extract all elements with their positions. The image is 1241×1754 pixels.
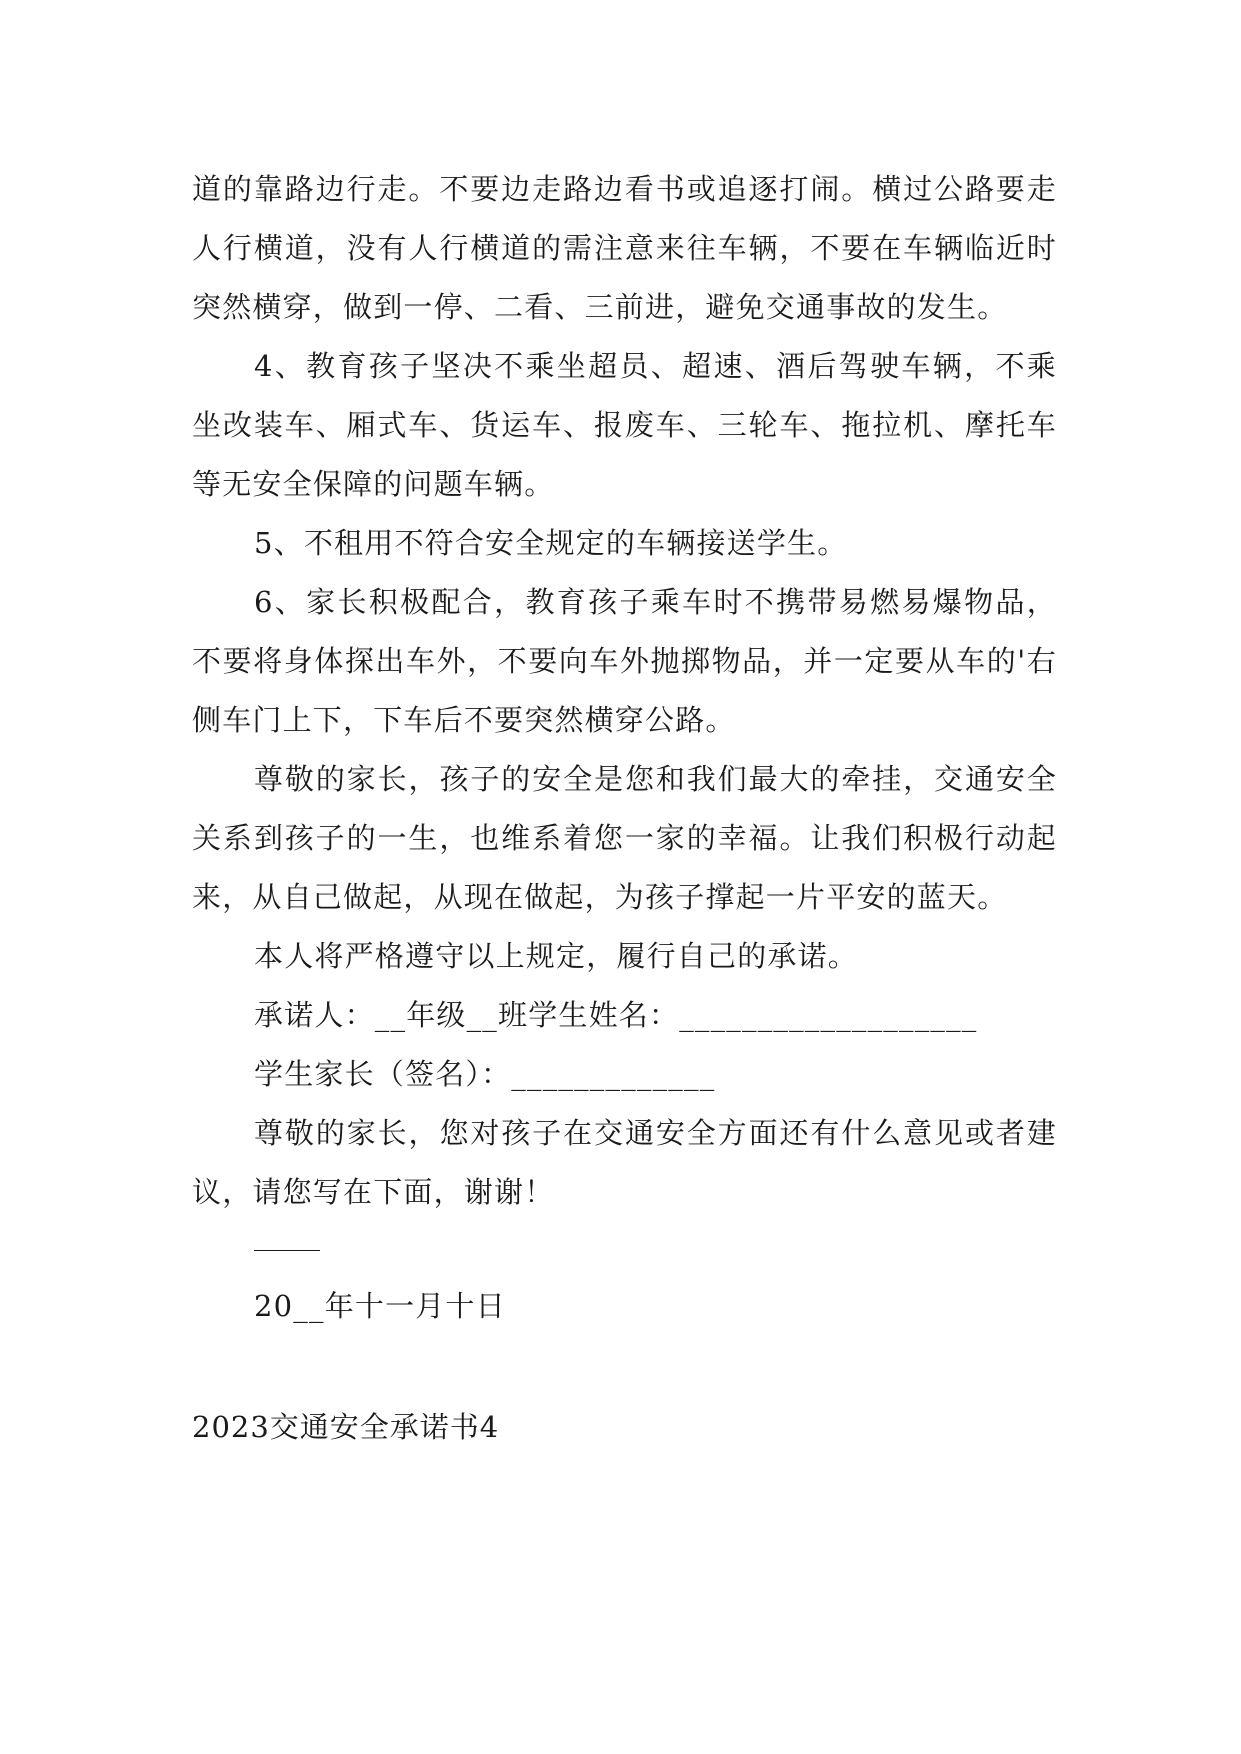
paragraph-road-safety: 道的靠路边行走。不要边走路边看书或追逐打闹。横过公路要走人行横道，没有人行横道的需注意来往车辆，不要在车辆临近时突然横穿，做到一停、二看、三前进，避免交通事故的发生。 (192, 172, 1057, 324)
section-gap (192, 1336, 1057, 1398)
document-date: 20__年十一月十日 (254, 1289, 506, 1323)
next-section-heading: 2023交通安全承诺书4 (192, 1410, 500, 1444)
feedback-blank-line (254, 1250, 320, 1251)
paragraph-pledge: 本人将严格遵守以上规定，履行自己的承诺。 (254, 939, 859, 973)
parent-signature-line: 学生家长（签名）：_____________ (254, 1057, 716, 1091)
paragraph-item-6: 6、家长积极配合，教育孩子乘车时不携带易燃易爆物品，不要将身体探出车外，不要向车外抛掷物品，并一定要从车的'右侧车门上下，下车后不要突然横穿公路。 (192, 585, 1057, 737)
paragraph-item-4: 4、教育孩子坚决不乘坐超员、超速、酒后驾驶车辆，不乘坐改装车、厢式车、货运车、报废车、三轮车、拖拉机、摩托车等无安全保障的问题车辆。 (192, 349, 1057, 501)
document-body (192, 160, 1057, 1457)
paragraph-item-5: 5、不租用不符合安全规定的车辆接送学生。 (254, 526, 848, 560)
paragraph-feedback-request: 尊敬的家长，您对孩子在交通安全方面还有什么意见或者建议，请您写在下面，谢谢！ (192, 1116, 1057, 1209)
paragraph-dear-parents: 尊敬的家长，孩子的安全是您和我们最大的牵挂，交通安全关系到孩子的一生，也维系着您一家的幸福。让我们积极行动起来，从自己做起，从现在做起，为孩子撑起一片平安的蓝天。 (192, 762, 1057, 914)
pledger-signature-line: 承诺人：__年级__班学生姓名：___________________ (254, 998, 978, 1032)
